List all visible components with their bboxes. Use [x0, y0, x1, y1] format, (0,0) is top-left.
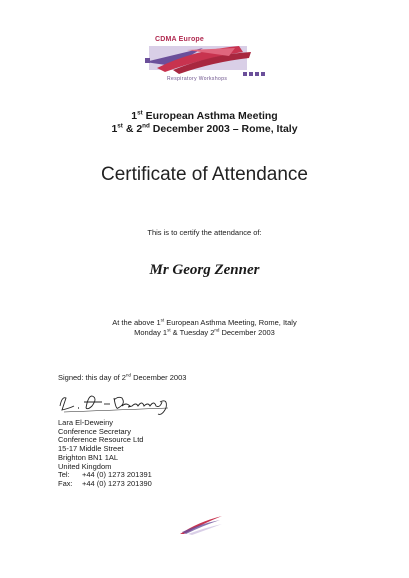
meeting-title-line2: 1st & 2nd December 2003 – Rome, Italy [111, 122, 298, 135]
footer-swoosh-graphic [178, 514, 224, 536]
fax-row [58, 480, 152, 489]
logo-graphic [143, 44, 268, 78]
address-city: Brighton BN1 1AL [58, 452, 119, 462]
attendance-line1: At the above 1st European Asthma Meeting, Rome, Italy [112, 317, 297, 327]
certify-text: This is to certify the attendance of: [147, 228, 262, 237]
signed-date: Signed: this day of 2nd December 2003 [58, 372, 187, 382]
certificate-title: Certificate of Attendance [100, 164, 308, 185]
address-street: 15-17 Middle Street [58, 444, 124, 454]
address-country: United Kingdom [58, 461, 112, 471]
cdma-europe-logo [143, 36, 268, 84]
meeting-title-line1: 1st European Asthma Meeting [131, 109, 278, 122]
signatory-organization: Conference Resource Ltd [58, 435, 144, 445]
attendance-details [0, 318, 409, 338]
signatory-name: Lara El-Deweiny [58, 418, 114, 427]
signatory-block [58, 419, 152, 489]
telephone-label: Tel: [58, 470, 70, 480]
recipient-name: Mr Georg Zenner [149, 262, 260, 278]
handwritten-signature [56, 390, 176, 418]
logo-title: CDMA Europe [155, 36, 204, 43]
fax-label: Fax: [58, 478, 73, 488]
fax-number: +44 (0) 1273 201390 [82, 478, 152, 488]
telephone-number: +44 (0) 1273 201391 [82, 470, 152, 480]
signatory-title: Conference Secretary [58, 426, 131, 436]
meeting-title [0, 110, 409, 136]
logo-subtitle: Respiratory Workshops [167, 76, 228, 82]
attendance-line2: Monday 1st & Tuesday 2nd December 2003 [134, 327, 275, 337]
